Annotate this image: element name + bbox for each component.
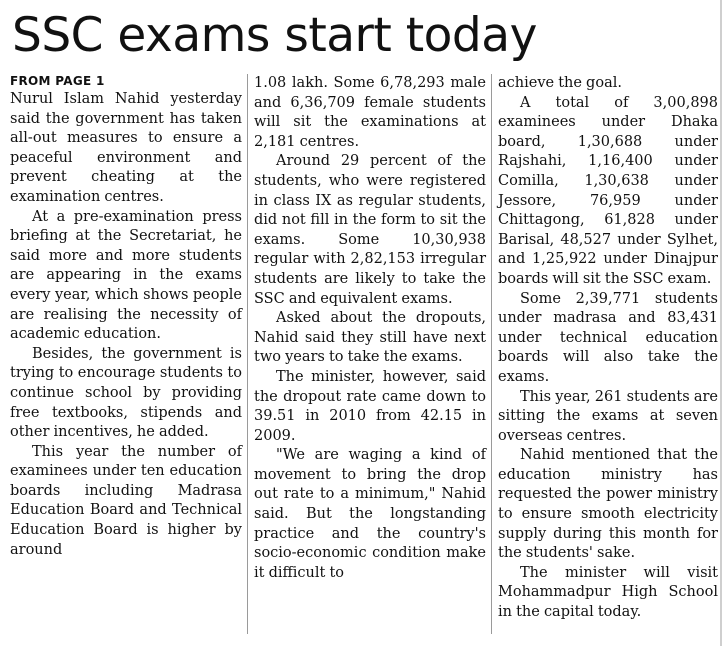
paragraph: At a pre-examination press briefing at the Secretariat, he said more and more students are appearing in the exams every year, which shows people are realising the necessity of academic education. [10,208,242,343]
paragraph: Some 2,39,771 students under madrasa and 83,431 under technical education boards will also take the exams. [498,290,718,385]
column-2 [254,74,486,623]
paragraph: "We are waging a kind of movement to bring the drop out rate to a minimum," Nahid said. But the longstanding practice and the country's socio-economic condition make it difficult to [254,447,486,581]
paragraph: The minister will visit Mohammadpur High School in the capital today. [498,564,718,621]
paragraph: Nurul Islam Nahid yesterday said the government has taken all-out measures to ensure a peaceful environment and prevent cheating at the examination centres. [10,91,242,205]
paragraph: A total of 3,00,898 examinees under Dhaka board, 1,30,688 under Rajshahi, 1,16,400 under Comilla, 1,30,638 under Jessore, 76,959 under Chittagong, 61,828 under Barisal, 48,527 under Sylhet, and 1,25,922 under Dinajpur boards will sit the SSC exam. [498,94,718,287]
paragraph: Nahid mentioned that the education ministry has requested the power ministry to ensure smooth electricity supply during this month for the students' sake. [498,447,718,562]
paragraph: achieve the goal. [498,75,622,91]
paragraph: This year, 261 students are sitting the exams at seven overseas centres. [498,388,718,444]
column-1 [10,74,242,623]
article-columns [10,74,718,623]
paragraph: Asked about the dropouts, Nahid said they still have next two years to take the exams. [254,310,486,366]
paragraph: This year the number of examinees under ten education boards including Madrasa Education Board and Technical Education Board is higher by around [10,443,242,558]
paragraph: Besides, the government is trying to encourage students to continue school by providing free textbooks, stipends and other incentives, he added. [10,345,242,441]
paragraph: 1.08 lakh. Some 6,78,293 male and 6,36,709 female students will sit the examinations at 2,181 centres. [254,75,486,150]
headline: SSC exams start today [12,8,537,63]
paragraph: Around 29 percent of the students, who were registered in class IX as regular students, did not fill in the form to sit the exams. Some 10,30,938 regular with 2,82,153 irregular students are likely to take the SSC and equivalent exams. [254,153,486,307]
column-3 [498,74,718,623]
continuation-kicker: FROM PAGE 1 [10,74,105,88]
page-edge-divider [720,0,722,646]
paragraph: The minister, however, said the dropout rate came down to 39.51 in 2010 from 42.15 in 2009. [254,368,486,444]
